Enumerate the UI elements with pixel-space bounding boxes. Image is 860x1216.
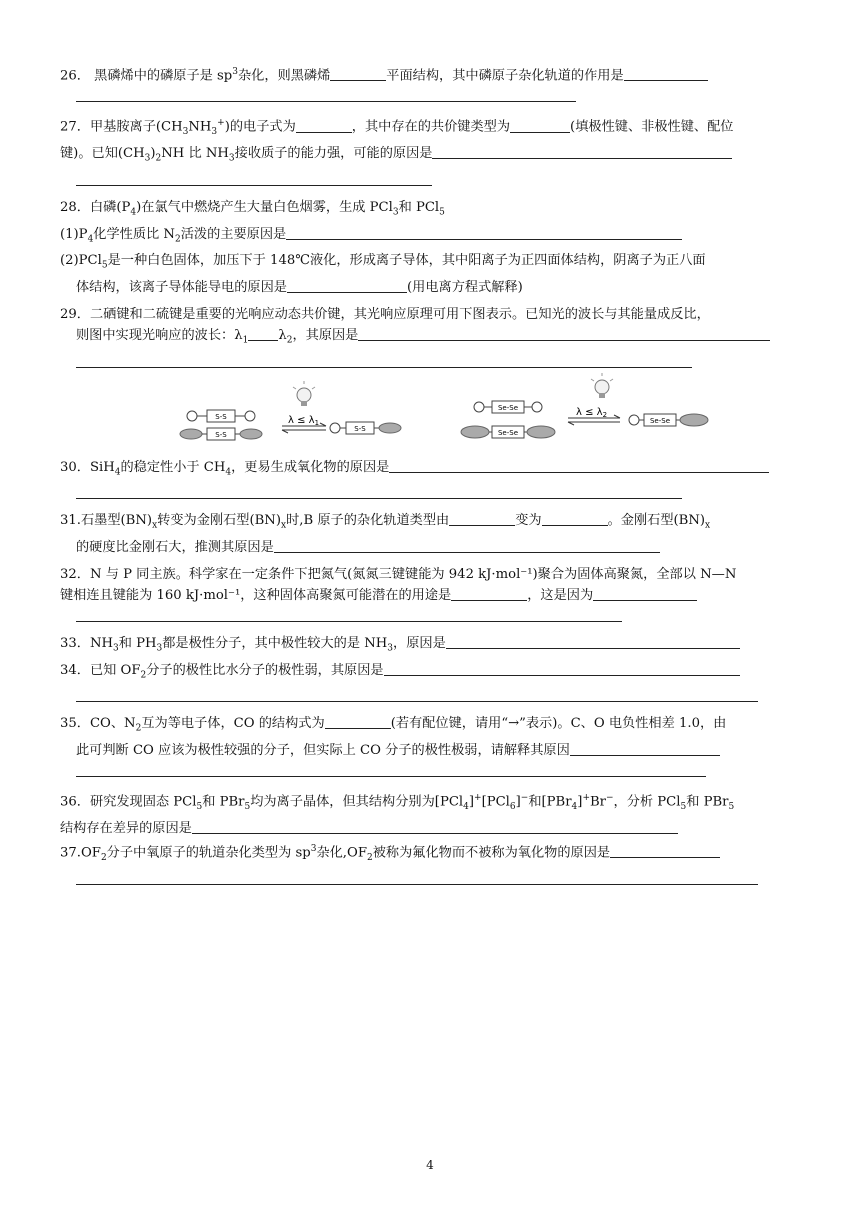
q33-text: ，原因是 <box>393 635 446 651</box>
q36-text: [PCl <box>481 794 510 810</box>
sub: x <box>280 520 287 531</box>
question-29 <box>60 304 802 451</box>
answer-blank[interactable] <box>287 278 407 293</box>
q27-text: ，其中存在的共价键类型为 <box>351 119 511 135</box>
sub: 2 <box>100 852 107 863</box>
light-bulb-icon <box>293 381 315 406</box>
sub: 4 <box>225 467 232 478</box>
reaction-diagram <box>60 373 802 451</box>
sub: 1 <box>242 335 249 346</box>
q27-text: 27．甲基胺离子(CH <box>60 119 183 135</box>
question-26 <box>60 62 802 107</box>
sub: 3 <box>144 154 151 165</box>
sub: 3 <box>156 643 163 654</box>
q28-text: 28．白磷(P <box>60 200 131 216</box>
q31-text: 变为 <box>515 513 542 529</box>
answer-blank[interactable] <box>248 326 278 341</box>
circle-icon <box>245 411 255 421</box>
condition-sub: 1 <box>314 418 320 427</box>
answer-blank[interactable] <box>610 843 720 858</box>
sub: 2 <box>366 852 373 863</box>
sub: 4 <box>463 801 469 812</box>
q36-text: 均为离子晶体，但其结构分别为[PCl <box>250 794 464 810</box>
question-35 <box>60 713 802 782</box>
condition-text: λ ≤ λ <box>576 406 603 418</box>
q36-text: 和 PBr <box>202 794 245 810</box>
q28-text: 是一种白色固体，加压下于 148℃液化，形成离子导体，其中阳离子为正四面体结构，阴离子为正八面 <box>107 253 706 269</box>
q27-text: ) <box>150 146 156 162</box>
circle-icon <box>187 411 197 421</box>
sup: + <box>474 792 482 803</box>
diselenide-reaction <box>461 373 708 438</box>
answer-blank[interactable] <box>449 511 515 526</box>
q28-text: 体结构，该离子导体能导电的原因是 <box>76 279 287 295</box>
condition-text: λ ≤ λ <box>288 414 315 426</box>
sub: 4 <box>114 467 121 478</box>
sub: 5 <box>728 801 735 812</box>
sub: 3 <box>387 643 394 654</box>
q31-text: 。金刚石型(BN) <box>607 513 706 529</box>
sup: + <box>582 792 590 803</box>
sese-label: Se-Se <box>497 403 519 412</box>
q33-text: 都是极性分子，其中极性较大的是 NH <box>162 635 388 651</box>
q36-text: Br <box>589 794 606 810</box>
answer-blank[interactable] <box>389 458 769 473</box>
q29-text: 29．二硒键和二硫键是重要的光响应动态共价键，其光响应原理可用下图表示。已知光的波长与其能量成反比， <box>60 306 710 322</box>
q36-text: ] <box>468 794 475 810</box>
sub: x <box>705 520 711 531</box>
answer-blank[interactable] <box>593 586 697 601</box>
sub: 5 <box>680 801 687 812</box>
q27-text: 接收质子的能力强，可能的原因是 <box>234 146 433 162</box>
q26-text-3: 平面结构，其中磷原子杂化轨道的作用是 <box>386 68 624 84</box>
sub: x <box>152 520 158 531</box>
answer-line[interactable] <box>60 170 802 191</box>
question-37 <box>60 839 802 890</box>
ss-label: S-S <box>215 430 227 439</box>
q31-text: 的硬度比金刚石大，推测其原因是 <box>76 539 274 555</box>
q37-text: 被称为氟化物而不被称为氧化物的原因是 <box>372 845 611 861</box>
q30-text: 30．SiH <box>60 459 115 475</box>
sub: 5 <box>101 260 108 271</box>
q27-text: (填极性键、非极性键、配位 <box>570 119 734 135</box>
q26-text-2: 杂化，则黑磷烯 <box>237 68 331 84</box>
answer-blank[interactable] <box>286 225 682 240</box>
q27-text: NH 比 NH <box>161 146 229 162</box>
answer-line[interactable] <box>60 483 802 504</box>
question-32 <box>60 564 802 627</box>
page-number: 4 <box>426 1158 434 1172</box>
q28-text: 化学性质比 N <box>93 226 175 242</box>
q30-text: ，更易生成氧化物的原因是 <box>231 459 390 475</box>
question-30 <box>60 457 802 505</box>
q27-text: NH <box>188 119 212 135</box>
ellipse-icon <box>379 423 401 433</box>
answer-line[interactable] <box>60 352 802 373</box>
ellipse-icon <box>680 414 708 426</box>
q31-text: 31.石墨型(BN) <box>60 513 153 529</box>
answer-blank[interactable] <box>325 714 391 729</box>
disulfide-reaction <box>180 381 401 440</box>
question-28 <box>60 197 802 298</box>
q28-text: (1)P <box>60 226 88 242</box>
q26-text: 26． 黑磷烯中的磷原子是 sp <box>60 68 233 84</box>
sese-label: Se-Se <box>649 416 671 425</box>
answer-line[interactable] <box>60 869 802 890</box>
sub: 5 <box>439 207 445 218</box>
q33-text: 和 PH <box>118 635 157 651</box>
q29-text: 则图中实现光响应的波长：λ <box>76 327 243 343</box>
sese-label: Se-Se <box>497 428 519 437</box>
question-31 <box>60 510 802 558</box>
answer-blank[interactable] <box>274 538 660 553</box>
sup: 3 <box>310 843 317 854</box>
q34-text: 34．已知 OF <box>60 662 141 678</box>
sub: 4 <box>130 207 137 218</box>
answer-blank[interactable] <box>510 118 570 133</box>
question-36 <box>60 788 802 839</box>
worksheet <box>60 62 802 896</box>
sub: 2 <box>140 670 147 681</box>
sup: 3 <box>232 67 238 77</box>
q28-text: (用电离方程式解释) <box>407 279 523 295</box>
q37-text: 杂化,OF <box>316 845 367 861</box>
q34-text: 分子的极性比水分子的极性弱，其原因是 <box>146 662 384 678</box>
circle-icon <box>532 402 542 412</box>
circle-icon <box>330 423 340 433</box>
sub: 2 <box>155 154 162 165</box>
sup: − <box>605 792 614 803</box>
q37-text: 分子中氧原子的轨道杂化类型为 sp <box>106 845 311 861</box>
answer-blank[interactable] <box>358 326 770 341</box>
condition-sub: 2 <box>602 410 608 419</box>
answer-blank[interactable] <box>542 511 608 526</box>
q27-text: )的电子式为 <box>224 119 296 135</box>
q28-text: 活泼的主要原因是 <box>180 226 287 242</box>
q36-text: ] <box>577 794 583 810</box>
q31-text: 时,B 原子的杂化轨道类型由 <box>286 513 450 529</box>
q35-text: 此可判断 CO 应该为极性较强的分子，但实际上 CO 分子的极性极弱，请解释其原因 <box>76 742 570 758</box>
ellipse-icon <box>527 426 555 438</box>
sub: 3 <box>228 154 235 165</box>
sub: 2 <box>174 234 181 245</box>
sub: 2 <box>135 723 142 734</box>
ellipse-icon <box>180 429 202 439</box>
answer-blank[interactable] <box>296 118 352 133</box>
q36-text: ] <box>515 794 521 810</box>
sup: − <box>520 792 529 803</box>
q35-text: (若有配位键，请用“→”表示)。C、O 电负性相差 1.0，由 <box>390 716 727 732</box>
q28-text: )在氯气中燃烧产生大量白色烟雾，生成 PCl <box>136 200 393 216</box>
q37-text: 37.OF <box>60 845 101 861</box>
sub: 5 <box>196 801 203 812</box>
q31-text: 转变为金刚石型(BN) <box>157 513 281 529</box>
sub: 3 <box>113 643 119 654</box>
answer-blank[interactable] <box>192 819 678 834</box>
condition-label <box>576 407 607 419</box>
answer-line[interactable] <box>60 86 802 107</box>
q36-text: ，分析 PCl <box>613 794 681 810</box>
sub: 4 <box>87 234 94 245</box>
question-27 <box>60 113 802 191</box>
q36-text: 和 PBr <box>686 794 729 810</box>
question-34 <box>60 660 802 708</box>
sub: 2 <box>286 335 293 346</box>
photoresponse-figure <box>60 373 802 451</box>
answer-line[interactable] <box>60 686 802 707</box>
answer-line[interactable] <box>60 606 802 627</box>
q32-text: 32．N 与 P 同主族。科学家在一定条件下把氮气(氮氮三键键能为 942 kJ·mol⁻¹)聚合为固体高聚氮，全部以 N—N <box>60 566 737 582</box>
ss-label: S-S <box>215 412 227 421</box>
sup: + <box>217 118 225 129</box>
q32-text: 键相连且键能为 160 kJ·mol⁻¹，这种固体高聚氮可能潜在的用途是 <box>60 587 452 603</box>
ss-label: S-S <box>354 424 366 433</box>
sub: 3 <box>182 127 189 138</box>
q29-text: ，其原因是 <box>292 327 359 343</box>
q36-text: 和[PBr <box>528 794 572 810</box>
q36-text: 结构存在差异的原因是 <box>60 820 192 836</box>
sub: 3 <box>211 127 218 138</box>
answer-blank[interactable] <box>624 66 708 81</box>
circle-icon <box>629 415 639 425</box>
q35-text: 互为等电子体，CO 的结构式为 <box>141 716 325 732</box>
sub: 6 <box>509 801 516 812</box>
q33-text: 33．NH <box>60 635 114 651</box>
q32-text: ，这是因为 <box>527 587 594 603</box>
condition-label <box>288 415 319 427</box>
answer-blank[interactable] <box>451 586 527 601</box>
q27-text: 键)。已知(CH <box>60 146 145 162</box>
answer-blank[interactable] <box>570 741 720 756</box>
light-bulb-icon <box>591 373 613 398</box>
answer-blank[interactable] <box>446 634 740 649</box>
sub: 4 <box>571 801 578 812</box>
q28-text: 和 PCl <box>398 200 440 216</box>
answer-line[interactable] <box>60 761 802 782</box>
ellipse-icon <box>461 426 489 438</box>
ellipse-icon <box>240 429 262 439</box>
answer-blank[interactable] <box>330 66 386 81</box>
question-33 <box>60 633 802 660</box>
sub: 5 <box>244 801 251 812</box>
answer-blank[interactable] <box>384 661 740 676</box>
circle-icon <box>474 402 484 412</box>
sub: 3 <box>392 207 399 218</box>
answer-blank[interactable] <box>432 144 732 159</box>
q36-text: 36．研究发现固态 PCl <box>60 794 197 810</box>
q29-text: λ <box>278 327 287 343</box>
q35-text: 35．CO、N <box>60 716 136 732</box>
q30-text: 的稳定性小于 CH <box>120 459 226 475</box>
q28-text: (2)PCl <box>60 253 102 269</box>
